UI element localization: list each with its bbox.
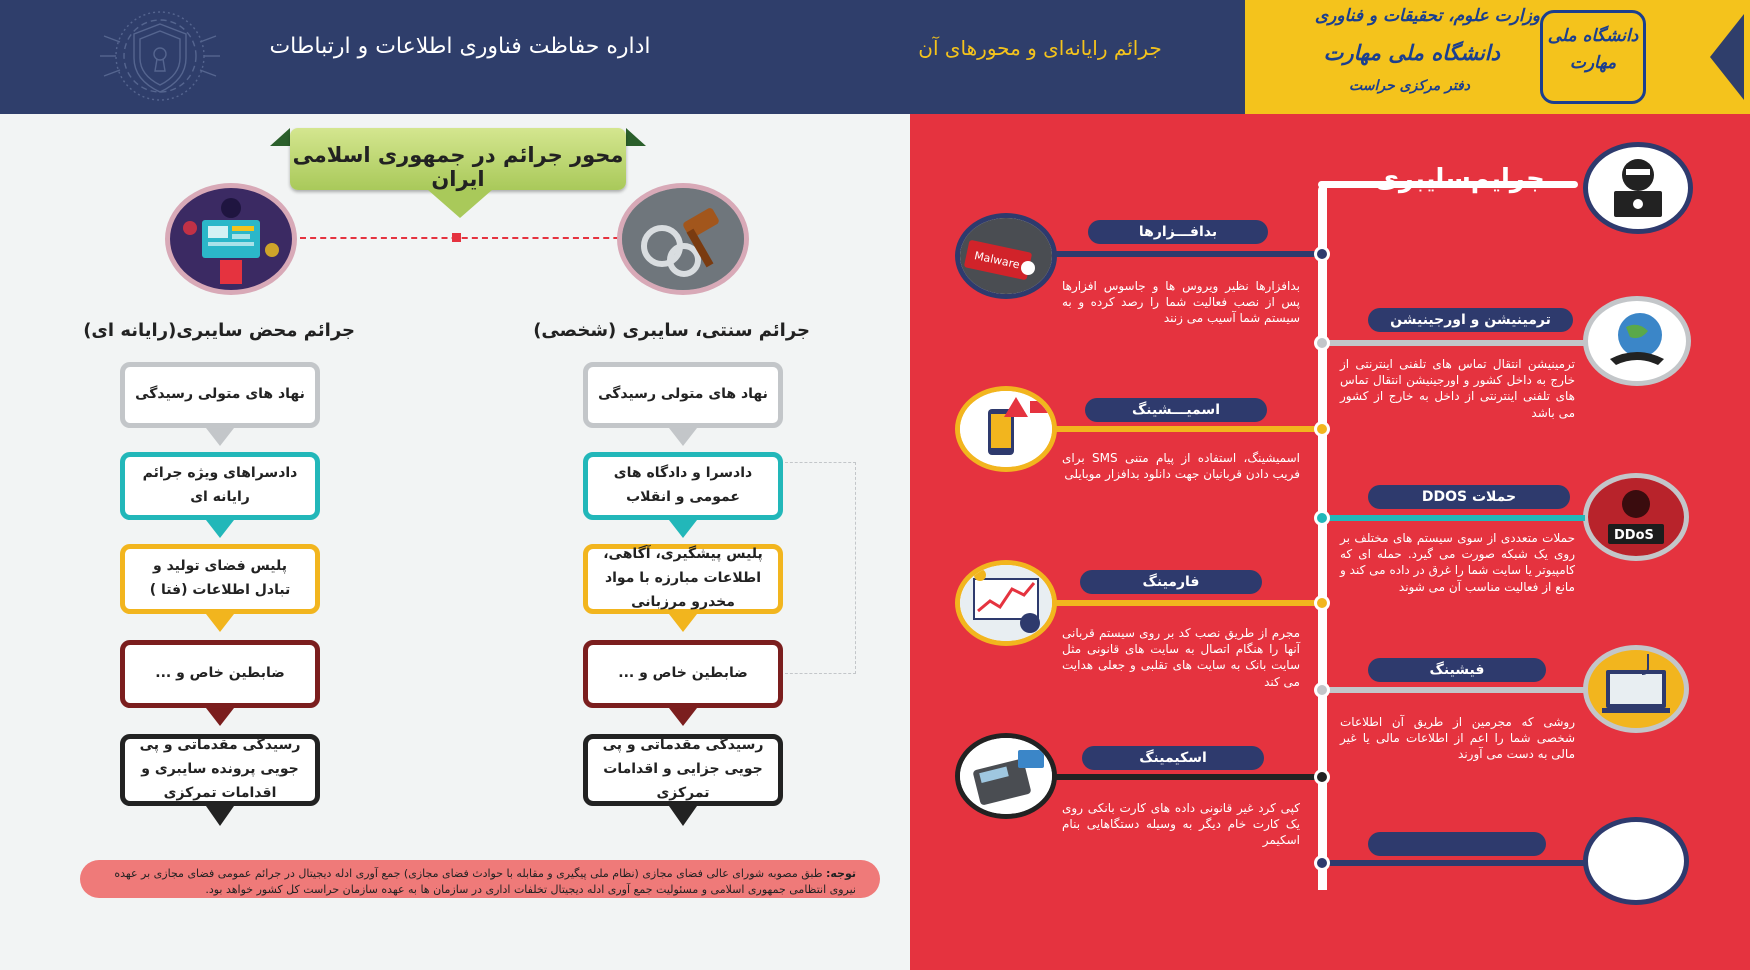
connector-termination bbox=[1320, 340, 1585, 346]
flow-arrow-a5 bbox=[206, 806, 234, 826]
flow-step-b1: نهاد های متولی رسیدگی bbox=[583, 362, 783, 428]
flow-step-a4: ضابطین خاص و ... bbox=[120, 640, 320, 708]
university-logo bbox=[1540, 10, 1646, 104]
flow-step-a2: دادسراهای ویژه جرائم رایانه ای bbox=[120, 452, 320, 520]
timeline-node-ddos bbox=[1314, 510, 1330, 526]
label-skimming: اسکیمینگ bbox=[1082, 746, 1264, 770]
malware-keyboard-icon bbox=[955, 213, 1057, 299]
timeline-node-phishing bbox=[1314, 682, 1330, 698]
university-logo-text: دانشگاه ملی مهارت bbox=[1547, 26, 1639, 74]
flow-step-b3: پلیس پیشگیری، آگاهی، اطلاعات مبارزه با مواد مخدرو مرزبانی bbox=[583, 544, 783, 614]
hacker-illustration-icon bbox=[165, 183, 297, 295]
flow-arrow-a1 bbox=[206, 428, 234, 446]
connector-smishing bbox=[1055, 426, 1325, 432]
flow-arrow-b2 bbox=[669, 520, 697, 538]
label-pharming: فارمینگ bbox=[1080, 570, 1262, 594]
flow-arrow-a3 bbox=[206, 614, 234, 632]
banner-fold-left bbox=[270, 128, 290, 146]
flow-step-a1: نهاد های متولی رسیدگی bbox=[120, 362, 320, 428]
gavel-handcuffs-icon bbox=[617, 183, 749, 295]
flow-arrow-b4 bbox=[669, 708, 697, 726]
pharming-chart-icon bbox=[955, 560, 1057, 646]
flow-arrow-a2 bbox=[206, 520, 234, 538]
desc-termination: ترمینیشن انتقال تماس های تلفنی اینترنتی از خارج به داخل کشور و اورجینیشن انتقال تماس های تلفنی اینترنتی از داخل به خارج از کشور می باشد bbox=[1340, 357, 1575, 420]
connector-empty bbox=[1320, 860, 1585, 866]
label-empty bbox=[1368, 832, 1546, 856]
flow-step-a3: پلیس فضای تولید و تبادل اطلاعات (فتا ) bbox=[120, 544, 320, 614]
globe-phone-icon bbox=[1583, 296, 1691, 386]
timeline-node-malware bbox=[1314, 246, 1330, 262]
note-text: طبق مصوبه شورای عالی فضای مجازی (نظام ملی پیگیری و مقابله با حوادث فضای مجازی) جمع آوری ادله دیجیتال در جرائم عمومی فضای مجازی بر عهده نیروی انتظامی جمهوری اسلامی و مسئولیت جمع آوری ادله دیجیتال تخلفات اداری در سازمان ها به عهده سازمان حراست کل کشور خواهد بود. bbox=[114, 867, 856, 896]
cyber-crimes-title: جرایم‌سایبری bbox=[1375, 164, 1545, 194]
malware-key-label: Malware bbox=[973, 249, 1021, 272]
label-malware: بدافـــزارها bbox=[1088, 220, 1268, 244]
ddos-hacker-icon bbox=[1583, 473, 1689, 561]
timeline-node-empty bbox=[1314, 855, 1330, 871]
desc-smishing: اسمیشینگ، استفاده از پیام متنی SMS برای فریب دادن قربانیان جهت دانلود بدافزار موبایلی bbox=[1062, 451, 1300, 482]
connector-pharming bbox=[1055, 600, 1325, 606]
desc-pharming: مجرم از طریق نصب کد بر روی سیستم قربانی آنها را هنگام اتصال به سایت های قانونی مثل سایت بانک به سایت های تقلبی و جعلی هدایت می کند bbox=[1062, 626, 1300, 689]
flow-step-b2: دادسرا و دادگاه های عمومی و انقلاب bbox=[583, 452, 783, 520]
phishing-laptop-icon bbox=[1583, 645, 1689, 733]
flow-arrow-b3 bbox=[669, 614, 697, 632]
ddos-icon-label: DDoS bbox=[1614, 528, 1654, 543]
desc-phishing: روشی که مجرمین از طریق آن اطلاعات شخصی شما را اعم از اطلاعات مالی یا غیر مالی به دست می آورند bbox=[1340, 715, 1575, 762]
header-office: دفتر مرکزی حراست bbox=[1349, 78, 1470, 94]
timeline-node-pharming bbox=[1314, 595, 1330, 611]
connector-skimming bbox=[1055, 774, 1325, 780]
hacker-laptop-icon bbox=[1583, 142, 1693, 234]
phone-warning-icon bbox=[955, 386, 1057, 472]
label-ddos: حملات DDOS bbox=[1368, 485, 1570, 509]
label-phishing: فیشینگ bbox=[1368, 658, 1546, 682]
header-ministry: وزارت علوم، تحقیقات و فناوری bbox=[1314, 6, 1540, 26]
header-department: اداره حفاظت فناوری اطلاعات و ارتباطات bbox=[269, 34, 651, 59]
shield-lock-icon bbox=[90, 6, 230, 106]
banner-title: محور جرائم در جمهوری اسلامی ایران bbox=[292, 143, 624, 191]
banner-pointer bbox=[428, 190, 492, 218]
desc-ddos: حملات متعددی از سوی سیستم های مختلف بر روی یک شبکه صورت می گیرد. حمله ای که کامپیوتر یا سایت شما را غرق در داده می کند و مانع از فعالیت مناسب آن می شوند bbox=[1340, 531, 1575, 594]
timeline-node-smishing bbox=[1314, 421, 1330, 437]
empty-circle-icon bbox=[1583, 817, 1689, 905]
label-termination: ترمینیشن و اورجینیشن bbox=[1368, 308, 1573, 332]
connector-dot bbox=[452, 233, 461, 242]
note-box bbox=[80, 860, 880, 898]
left-panel bbox=[0, 114, 910, 970]
flow-step-b5: رسیدگی مقدماتی و پی جویی جزایی و اقدامات تمرکزی bbox=[583, 734, 783, 806]
timeline-node-skimming bbox=[1314, 769, 1330, 785]
flow-step-b4: ضابطین خاص و ... bbox=[583, 640, 783, 708]
column-title-traditional-cyber: جرائم سنتی، سایبری (شخصی) bbox=[533, 320, 810, 341]
banner-fold-right bbox=[626, 128, 646, 146]
header-topic: جرائم رایانه‌ای و محورهای آن bbox=[918, 36, 1162, 60]
column-title-pure-cyber: جرائم محض سایبری(رایانه ای) bbox=[83, 320, 355, 341]
connector-malware bbox=[1055, 251, 1325, 257]
header-arrow-notch bbox=[1710, 14, 1744, 100]
header-university: دانشگاه ملی مهارت bbox=[1323, 40, 1500, 65]
flow-arrow-b1 bbox=[669, 428, 697, 446]
dashed-bracket bbox=[785, 462, 856, 674]
timeline-node-termination bbox=[1314, 335, 1330, 351]
label-smishing: اسمیـــشینگ bbox=[1085, 398, 1267, 422]
card-reader-icon bbox=[955, 733, 1057, 819]
desc-skimming: کپی کرد غیر قانونی داده های کارت بانکی روی یک کارت خام دیگر به وسیله دستگاهایی بنام اسکیمر bbox=[1062, 801, 1300, 848]
flow-arrow-a4 bbox=[206, 708, 234, 726]
flow-step-a5: رسیدگی مقدماتی و پی جویی پرونده سایبری و اقدامات تمرکزی bbox=[120, 734, 320, 806]
note-label: توجه: bbox=[825, 867, 856, 880]
flow-arrow-b5 bbox=[669, 806, 697, 826]
desc-malware: بدافزارها نظیر ویروس ها و جاسوس افزارها پس از نصب فعالیت شما را رصد کرده و به سیستم شما آسیب می زنند bbox=[1062, 279, 1300, 326]
connector-phishing bbox=[1320, 687, 1585, 693]
connector-ddos bbox=[1320, 515, 1585, 521]
